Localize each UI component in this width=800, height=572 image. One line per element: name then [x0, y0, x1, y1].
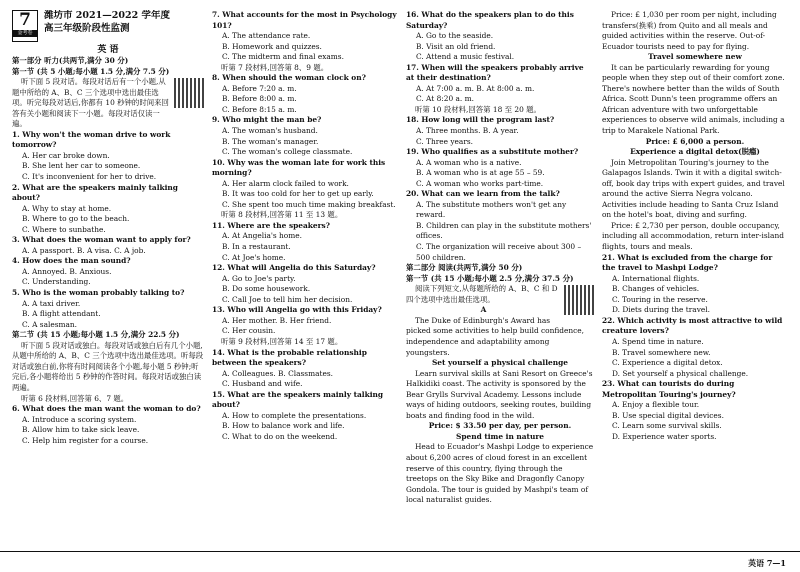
exam-title-line2: 高三年级阶段性监测	[44, 22, 130, 34]
column-2: 7. What accounts for the most in Psychology 101? A. The attendance rate. B. Homework and quizzes. C. The midterm and final exams. 听第 7 段材料,回答第 8、9 题。 8. When should the woman clock on? A. Before 7:20 a. m. B. Before 8:00 a. m. C. Before 8:15 a. m. 9. Who might the man be? A. The woman's husband. B. The woman's manager. C. The woman's college classmate. 10. Why was the woman late for work this morning? A. Her alarm clock failed to work. B. It was too cold for her to get up early. C. She spent too much time making breakfast. 听第 8 段材料,回答第 11 至 13 题。 11. Where are the speakers? A. At Angelia's home. B. In a restaurant. C. At Joe's home. 12. What will Angelia do this Saturday? A. Go to Joe's party. B. Do some housework. C. Call Joe to tell him her decision. 13. Who will Angelia go with this Friday? A. Her mother. B. Her friend. C. Her cousin. 听第 9 段材料,回答第 14 至 17 题。 14. What is the probable relationship between the speakers? A. Colleagues. B. Classmates. C. Husband and wife. 15. What are the speakers mainly talking about? A. How to complete the presentations. B. How to balance work and life. C. What to do on the weekend.	[211, 10, 397, 441]
subject-title: 英 语	[97, 45, 119, 55]
column-4: Price: £ 1,030 per room per night, including transfers(换乘) from Quito and all meals and guided activities within the reserve. Out-of-Ecuador tourists need to pay for flying. Travel somewhere new It can be particularly rewarding for young people when they step out of their comfort zone. There's nowhere better than the wilds of South Africa. Scott Dunn's teen programme offers an African adventure with two unforgettable experiences to observe wild animals, including a trip to Marakele National Park. Price: £ 6,000 a person. Experience a digital detox(脱瘾) Join Metropolitan Touring's journey to the Galapagos Islands. Twin it with a digital switch-off, book day trips with expert guides, and travel around the active Sierra Negra volcano. Activities include heading to Santa Cruz Island on the hotel's boat, diving and surfing. Price: £ 2,730 per person, double occupancy, including all accommodation, return inter-island flights, tours and meals. 21. What is excluded from the charge for the travel to Mashpi Lodge? A. International flights. B. Changes of vehicles. C. Touring in the reserve. D. Diets during the travel. 22. Which activity is most attractive to wild creature lovers? A. Spend time in nature. B. Travel somewhere new. C. Experience a digital detox. D. Set yourself a physical challenge. 23. What can tourists do during Metropolitan Touring's journey? A. Enjoy a flexible tour. B. Use special digital devices. C. Learn some survival skills. D. Experience water sports.	[601, 10, 785, 441]
column-3: 16. What do the speakers plan to do this Saturday? A. Go to the seaside. B. Visit an old friend. C. Attend a music festival. 17. When will the speakers probably arrive at their destination? A. At 7:00 a. m. B. At 8:00 a. m. C. At 8:20 a. m. 听第 10 段材料,回答第 18 至 20 题。 18. How long will the program last? A. Three months. B. A year. C. Three years. 19. Who qualifies as a substitute mother? A. A woman who is a native. B. A woman who is at age 55 – 59. C. A woman who works part-time. 20. What can we learn from the talk? A. The substitute mothers won't get any reward. B. Children can play in the substitute mothers' offices. C. The organization will receive about 300 – 500 children. 第二部分 阅读(共两节,满分 50 分) 第一节 (共 15 小题;每小题 2.5 分,满分 37.5 分) 阅读下列短文,从每题所给的 A、B、C 和 D 四个选项中选出最佳选项。 A The Duke of Edinburgh's Award has picked some activities to help build confidence, independence and adaptability among youngsters. Set yourself a physical challenge Learn survival skills at Sani Resort on Greece's Halkidiki coast. The activity is sponsored by the Bear Grylls Survival Academy. Lessons include ways of hiding outdoors, seeking routes, building boats and finding food in the wild. Price: $ 33.50 per day, per person. Spend time in nature Head to Ecuador's Mashpi Lodge to experience about 6,200 acres of cloud forest in an excellent reserve of this country, flying through the treetops on the Sky Bike and Dragonfly Canopy Gondola. The tour is guided by Mashpi's team of local naturalist guides.	[405, 10, 594, 505]
column-1: 7 金考卷 潍坊市 2021—2022 学年度 高三年级阶段性监测 英 语 第一部分 听力(共两节,满分 30 分) 第一节 (共 5 小题;每小题 1.5 分,满分 7.5 分) 听下面 5 段对话。每段对话后有一个小题,从题中所给的 A、B、C 三个选项中选出最佳选项。听完每段对话后,你都有 10 秒钟的时间来回答有关小题和阅读下一小题。每段对话仅读一遍。 1. Why won't the woman drive to work tomorrow? A. Her car broke down. B. She lent her car to someone. C. It's inconvenient for her to drive. 2. What are the speakers mainly talking about? A. Why to stay at home. B. Where to go to the beach. C. Where to sunbathe. 3. What does the woman want to apply for? A. A passport. B. A visa. C. A job. 4. How does the man sound? A. Annoyed. B. Anxious. C. Understanding. 5. Who is the woman probably talking to? A. A taxi driver. B. A flight attendant. C. A salesman. 第二节 (共 15 小题;每小题 1.5 分,满分 22.5 分) 听下面 5 段对话或独白。每段对话或独白后有几个小题,从题中所给的 A、B、C 三个选项中选出最佳选项。听每段对话或独白前,你将有时间阅读各个小题,每小题 5 秒钟;听完后,各小题将给出 5 秒钟的作答时间。每段对话或独白读两遍。 听第 6 段材料,回答第 6、7 题。 6. What does the man want the woman to do? A. Introduce a scoring system. B. Allow him to take sick leave. C. Help him register for a course.	[12, 10, 204, 445]
passage-letter: A	[480, 305, 487, 315]
exam-title-line1: 潍坊市 2021—2022 学年度	[44, 10, 170, 21]
page-footer	[0, 551, 800, 572]
qr-code-icon[interactable]	[564, 285, 594, 315]
exam-header	[12, 10, 204, 42]
page-number: 英语 7—1	[748, 558, 786, 568]
paper-number-badge: 7 金考卷	[12, 10, 38, 42]
qr-code-icon[interactable]	[174, 78, 204, 108]
